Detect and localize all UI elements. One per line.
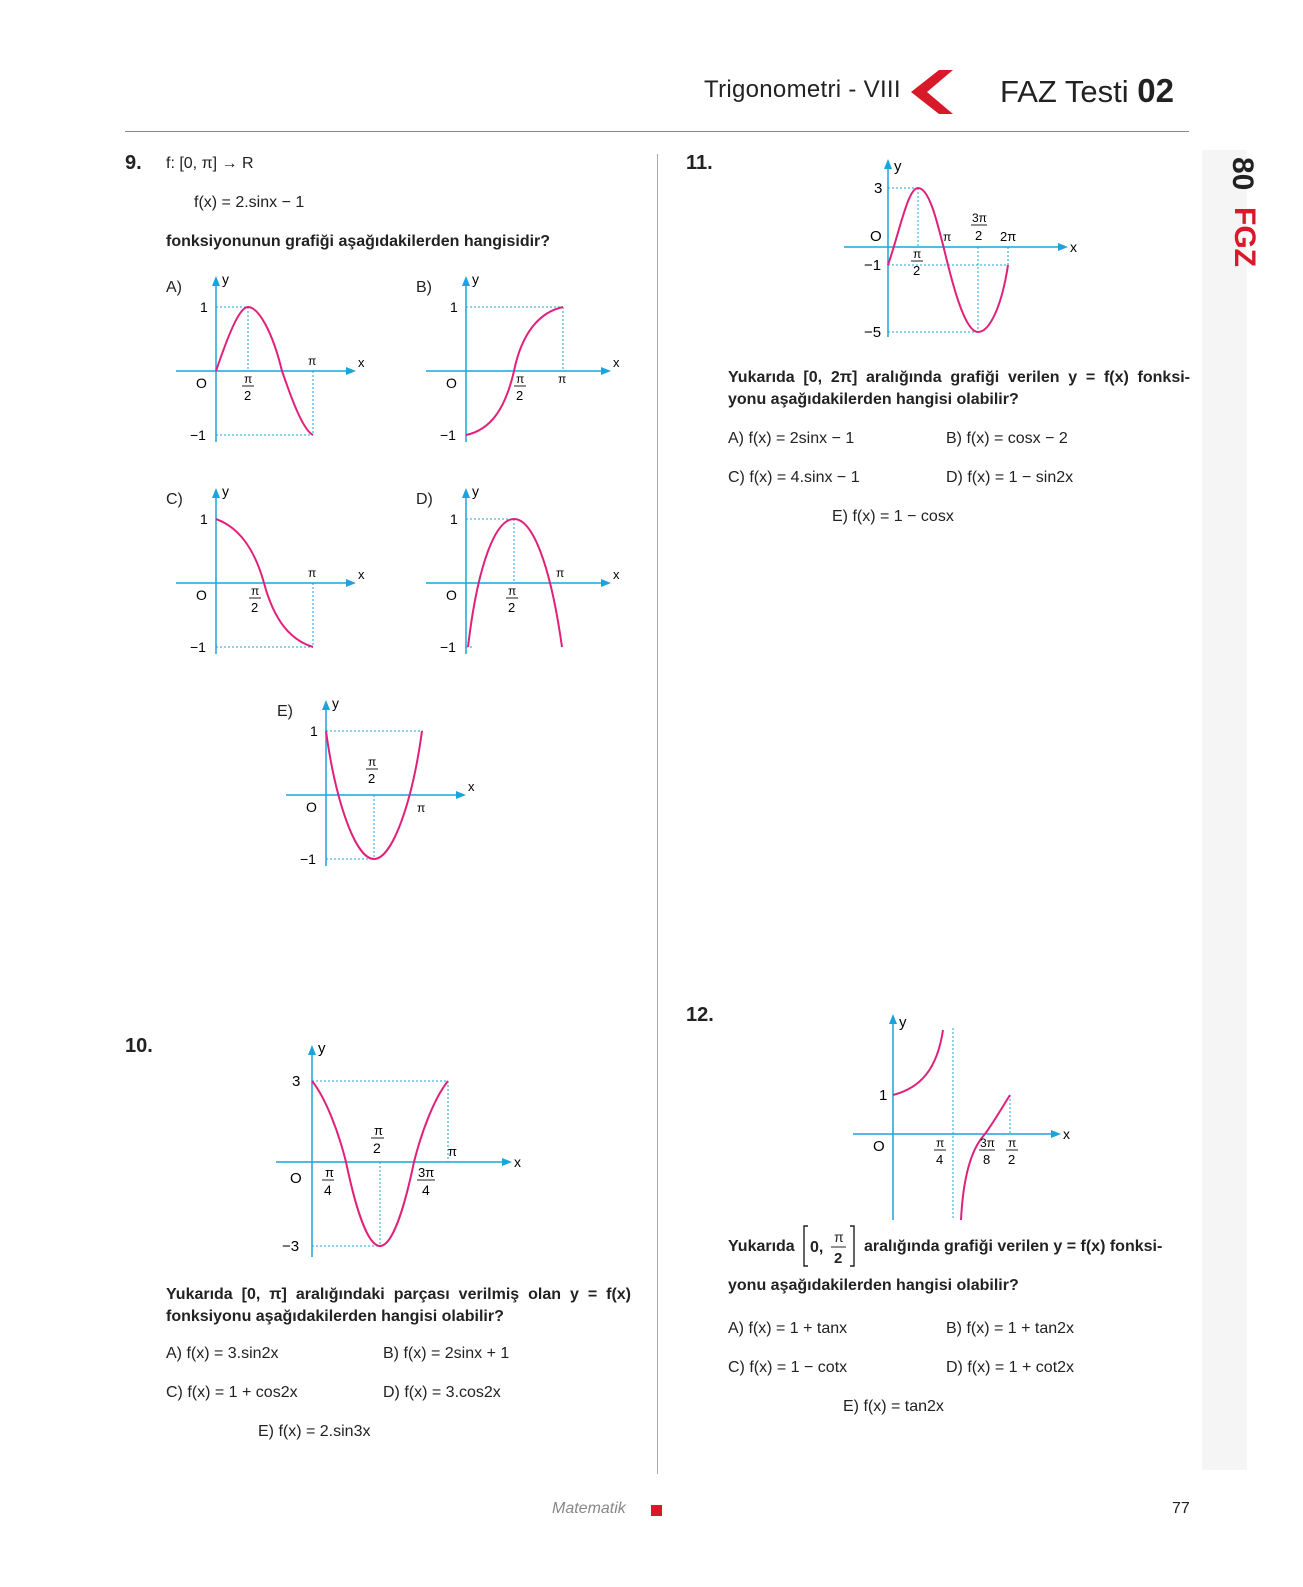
svg-text:x: x <box>1070 239 1077 255</box>
svg-text:x: x <box>468 779 475 794</box>
svg-text:y: y <box>222 483 229 499</box>
svg-text:O: O <box>306 799 317 815</box>
svg-text:2: 2 <box>508 600 516 615</box>
svg-text:x: x <box>613 567 620 582</box>
svg-text:2: 2 <box>913 263 921 278</box>
svg-text:1: 1 <box>200 511 208 527</box>
svg-text:2π: 2π <box>1000 229 1017 244</box>
q9-graph-a[interactable] <box>160 270 375 450</box>
svg-text:y: y <box>222 271 229 287</box>
svg-text:O: O <box>446 375 457 391</box>
svg-text:π: π <box>1008 1136 1017 1150</box>
page-number: 77 <box>1172 1500 1190 1517</box>
svg-text:x: x <box>613 355 620 370</box>
side-tab <box>1202 150 1247 1470</box>
svg-text:π: π <box>251 584 260 598</box>
svg-text:O: O <box>873 1138 885 1155</box>
svg-text:3: 3 <box>292 1073 301 1090</box>
q11-option-d[interactable]: D) f(x) = 1 − sin2x <box>946 469 1074 486</box>
q9-domain: f: [0, π] → R <box>166 155 254 172</box>
svg-text:1: 1 <box>310 723 318 739</box>
q9-option-e-label[interactable]: E) <box>277 703 293 720</box>
q9-option-c-label[interactable]: C) <box>166 491 183 508</box>
q12-option-c[interactable]: C) f(x) = 1 − cotx <box>728 1359 848 1376</box>
test-number: 02 <box>1137 72 1174 109</box>
svg-text:π: π <box>936 1136 945 1150</box>
q9-option-b-label[interactable]: B) <box>416 279 432 296</box>
q12-number: 12. <box>686 1004 714 1026</box>
svg-text:y: y <box>318 1040 326 1057</box>
svg-text:π: π <box>308 566 317 580</box>
svg-text:3π: 3π <box>418 1165 435 1180</box>
q12-graph <box>845 1010 1075 1225</box>
q9-graph-b[interactable] <box>410 270 625 450</box>
svg-text:π: π <box>834 1229 844 1245</box>
side-code-bottom: FGZ <box>1228 207 1261 267</box>
svg-text:O: O <box>196 587 207 603</box>
chevron-logo-icon <box>905 68 955 116</box>
svg-text:O: O <box>870 228 882 245</box>
q9-function: f(x) = 2.sinx − 1 <box>194 194 305 211</box>
footer-square-icon <box>651 1505 662 1516</box>
svg-text:π: π <box>913 247 922 261</box>
svg-text:2: 2 <box>373 1140 381 1156</box>
svg-text:−3: −3 <box>282 1238 300 1255</box>
q10-option-a[interactable]: A) f(x) = 3.sin2x <box>166 1345 279 1362</box>
svg-text:x: x <box>358 355 365 370</box>
svg-text:π: π <box>308 354 317 368</box>
q11-option-e[interactable]: E) f(x) = 1 − cosx <box>832 508 954 525</box>
q10-number: 10. <box>125 1035 153 1057</box>
svg-text:2: 2 <box>1008 1152 1016 1167</box>
q11-graph <box>840 155 1080 345</box>
svg-text:π: π <box>325 1165 334 1180</box>
svg-text:x: x <box>1063 1126 1070 1142</box>
svg-text:2: 2 <box>834 1250 843 1267</box>
q12-curve-left <box>893 1030 943 1095</box>
svg-text:π: π <box>368 755 377 769</box>
q11-question-line2: yonu aşağıdakilerden hangisi olabilir? <box>728 391 1019 408</box>
svg-text:x: x <box>358 567 365 582</box>
q9-graph-c[interactable] <box>160 482 375 662</box>
svg-text:8: 8 <box>983 1152 991 1167</box>
q10-option-e[interactable]: E) f(x) = 2.sin3x <box>258 1423 371 1440</box>
svg-text:−1: −1 <box>300 851 316 867</box>
svg-text:4: 4 <box>324 1182 332 1198</box>
side-code-label <box>1195 145 1261 267</box>
q12-option-e[interactable]: E) f(x) = tan2x <box>843 1398 944 1415</box>
svg-text:3π: 3π <box>972 211 987 225</box>
svg-text:4: 4 <box>422 1182 430 1198</box>
q11-curve <box>888 188 1008 332</box>
q9-number: 9. <box>125 152 142 174</box>
header-divider <box>125 131 1189 132</box>
svg-text:O: O <box>446 587 457 603</box>
svg-text:O: O <box>196 375 207 391</box>
q10-option-b[interactable]: B) f(x) = 2sinx + 1 <box>383 1345 510 1362</box>
q11-option-b[interactable]: B) f(x) = cosx − 2 <box>946 430 1068 447</box>
q12-question-pre: Yukarıda <box>728 1238 795 1255</box>
svg-text:1: 1 <box>200 299 208 315</box>
q11-option-a[interactable]: A) f(x) = 2sinx − 1 <box>728 430 855 447</box>
svg-text:π: π <box>448 1144 457 1159</box>
svg-text:−1: −1 <box>190 639 206 655</box>
svg-text:1: 1 <box>450 511 458 527</box>
svg-text:4: 4 <box>936 1152 944 1167</box>
svg-text:π: π <box>374 1123 383 1138</box>
svg-text:2: 2 <box>975 228 983 243</box>
q9-graph-e[interactable] <box>270 694 485 874</box>
svg-text:y: y <box>472 271 479 287</box>
q10-graph <box>270 1035 530 1265</box>
q12-option-b[interactable]: B) f(x) = 1 + tan2x <box>946 1320 1075 1337</box>
svg-text:y: y <box>899 1014 907 1031</box>
svg-text:2: 2 <box>368 771 376 786</box>
test-title <box>1000 72 1174 110</box>
svg-text:π: π <box>516 372 525 386</box>
svg-text:−1: −1 <box>190 427 206 443</box>
q12-option-d[interactable]: D) f(x) = 1 + cot2x <box>946 1359 1075 1376</box>
q12-question-line2: yonu aşağıdakilerden hangisi olabilir? <box>728 1277 1019 1294</box>
svg-text:3π: 3π <box>980 1136 995 1150</box>
svg-text:1: 1 <box>450 299 458 315</box>
q10-question: Yukarıda [0, π] aralığındaki parçası verilmiş olan y = f(x) fonksiyonu aşağıdakilerden hangisi olabilir? <box>166 1286 631 1325</box>
svg-text:π: π <box>417 801 426 815</box>
q11-option-c[interactable]: C) f(x) = 4.sinx − 1 <box>728 469 860 486</box>
q11-question-line1: Yukarıda [0, 2π] aralığında grafiği verilen y = f(x) fonksi- <box>728 369 1190 386</box>
q9-graph-d[interactable] <box>410 482 625 662</box>
svg-text:π: π <box>508 584 517 598</box>
svg-text:y: y <box>332 695 339 711</box>
svg-text:2: 2 <box>244 388 252 403</box>
svg-text:−1: −1 <box>864 257 882 274</box>
svg-text:0,: 0, <box>810 1239 824 1256</box>
q11-number: 11. <box>686 152 713 174</box>
svg-text:−1: −1 <box>440 639 456 655</box>
footer-subject: Matematik <box>552 1500 626 1517</box>
svg-text:O: O <box>290 1170 302 1187</box>
svg-text:π: π <box>556 566 565 580</box>
side-code-top: 80 <box>1226 157 1259 191</box>
svg-text:2: 2 <box>516 388 524 403</box>
q12-interval <box>800 1222 860 1270</box>
test-series: FAZ Testi <box>1000 74 1129 109</box>
svg-text:2: 2 <box>251 600 259 615</box>
svg-text:π: π <box>943 230 952 244</box>
q9-option-a-label[interactable]: A) <box>166 279 182 296</box>
svg-text:π: π <box>244 372 253 386</box>
svg-text:x: x <box>514 1154 521 1170</box>
svg-text:1: 1 <box>879 1087 888 1104</box>
q10-option-d[interactable]: D) f(x) = 3.cos2x <box>383 1384 501 1401</box>
svg-text:y: y <box>472 483 479 499</box>
q12-option-a[interactable]: A) f(x) = 1 + tanx <box>728 1320 848 1337</box>
svg-text:−1: −1 <box>440 427 456 443</box>
q9-question: fonksiyonunun grafiği aşağıdakilerden hangisidir? <box>166 233 551 250</box>
svg-text:y: y <box>894 158 902 175</box>
q12-question-post: aralığında grafiği verilen y = f(x) fonksi- <box>864 1238 1163 1255</box>
topic-title: Trigonometri - VIII <box>704 76 901 103</box>
q9-option-d-label[interactable]: D) <box>416 491 433 508</box>
svg-text:π: π <box>558 372 567 386</box>
column-divider <box>657 154 658 1474</box>
svg-text:−5: −5 <box>864 324 882 341</box>
svg-text:3: 3 <box>874 180 883 197</box>
q10-option-c[interactable]: C) f(x) = 1 + cos2x <box>166 1384 298 1401</box>
